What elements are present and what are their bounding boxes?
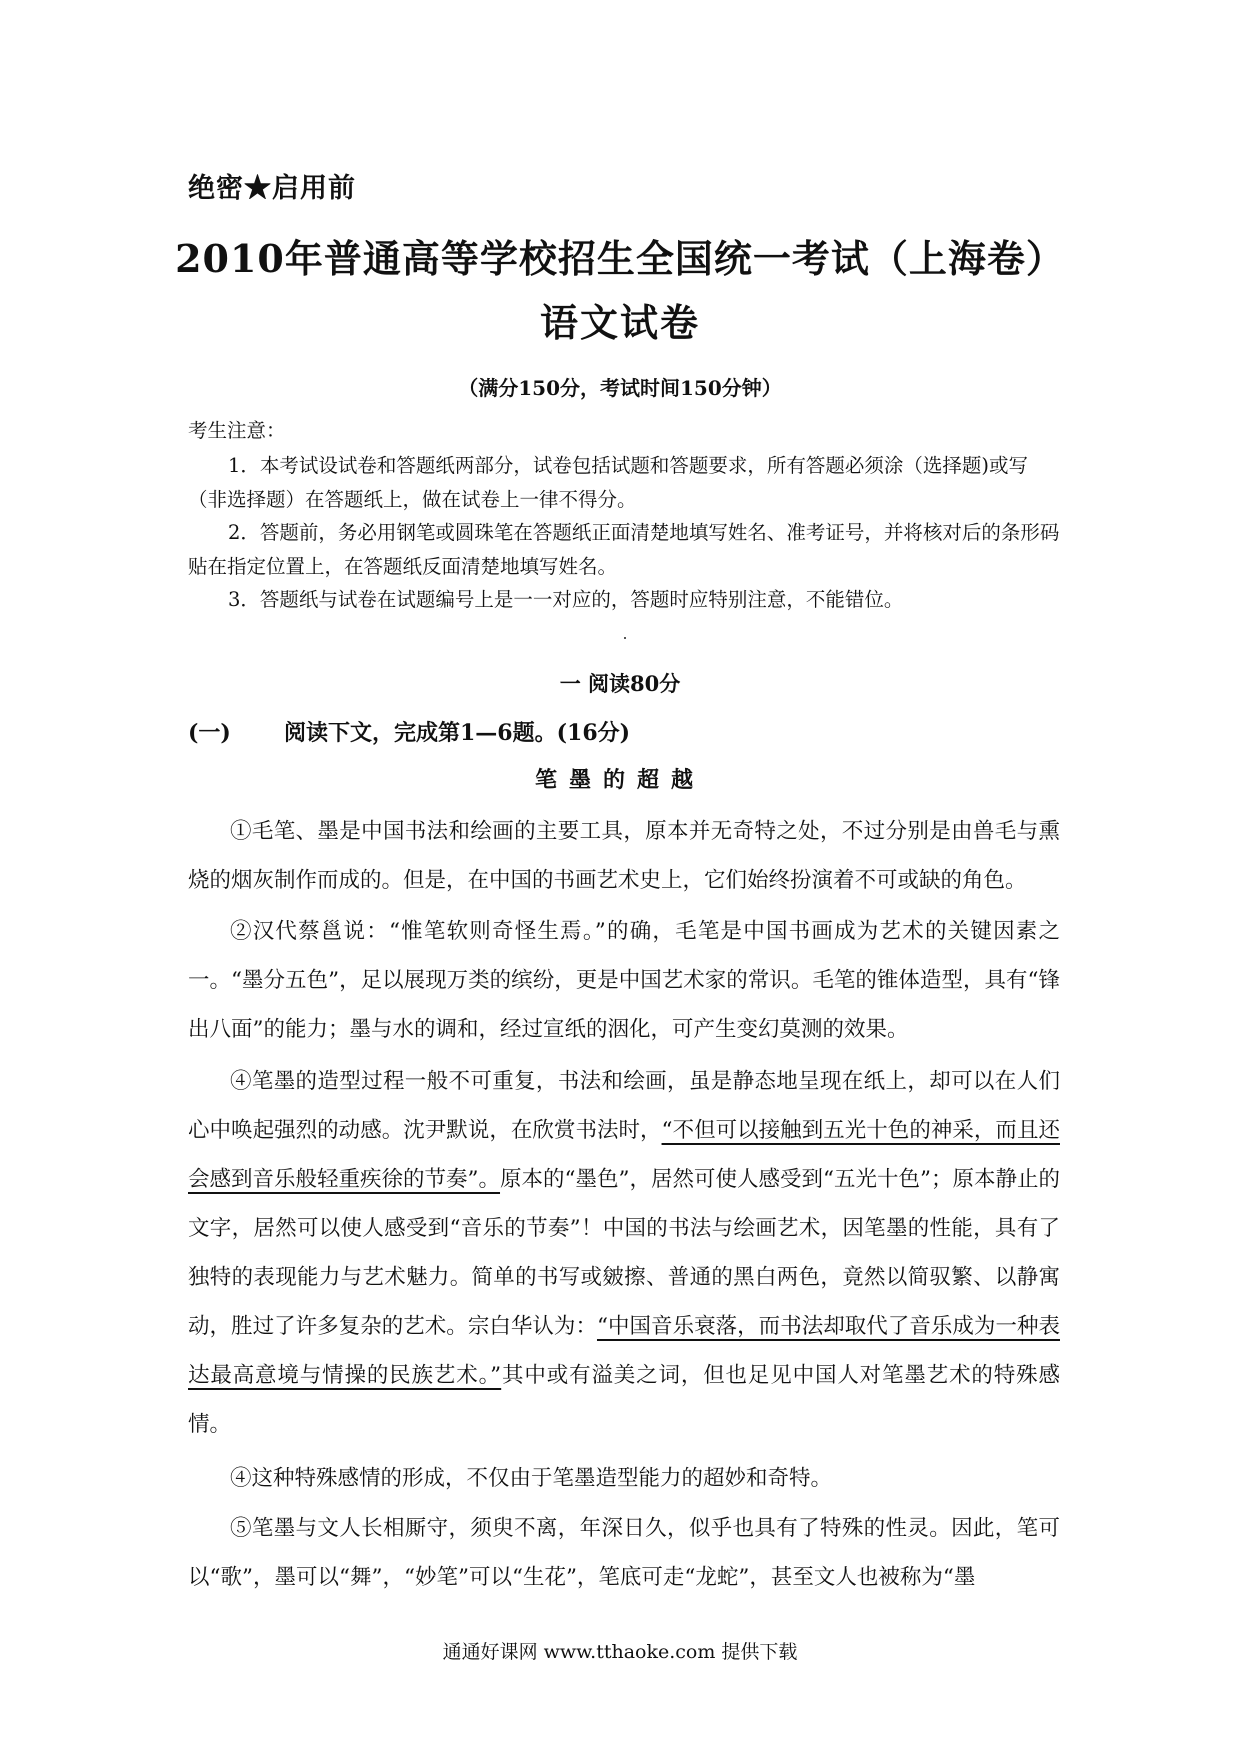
scan-speck [624,637,626,639]
score-time-note: （满分150分，考试时间150分钟） [458,376,782,400]
article-title: 笔墨的超越 [534,767,705,793]
paragraph-3-text-a: ④笔墨的造型过程一般不可重复，书法和绘画，虽是静态地呈现在纸上，却可以在人们心中唤起强烈的动感。沈尹默说，在欣赏书法时， [188,1069,1060,1143]
underlined-quote-zong-baihua: “中国音乐衰落，而书法却取代了音乐成为一种表达最高意境与情操的民族艺术。” [188,1314,1060,1388]
question-heading [188,716,630,747]
underlined-quote-shen-yinmo: “不但可以接触到五光十色的神采，而且还会感到音乐般轻重疾徐的节奏”。 [188,1118,1060,1192]
notice-item-3: 3．答题纸与试卷在试题编号上是一一对应的，答题时应特别注意，不能错位。 [228,588,904,611]
confidential-label: 绝密★启用前 [188,173,356,204]
article-paragraph-2: ②汉代蔡邕说：“惟笔软则奇怪生焉。”的确，毛笔是中国书画成为艺术的关键因素之一。“墨分五色”，足以展现万类的缤纷，更是中国艺术家的常识。毛笔的锥体造型，具有“锋出八面”的能力；墨与水的调和，经过宣纸的洇化，可产生变幻莫测的效果。 [188,919,1060,1042]
paragraph-3-text-b: 原本的“墨色”，居然可使人感受到“五光十色”；原本静止的文字，居然可以使人感受到“音乐的节奏”！中国的书法与绘画艺术，因笔墨的性能，具有了独特的表现能力与艺术魅力。简单的书写或皴擦、普通的黑白两色，竟然以简驭繁、以静寓动，胜过了许多复杂的艺术。宗白华认为： [188,1167,1061,1339]
article-paragraph-3 [188,1057,1060,1449]
article-paragraph-1: ①毛笔、墨是中国书法和绘画的主要工具，原本并无奇特之处，不过分别是由兽毛与熏烧的烟灰制作而成的。但是，在中国的书画艺术史上，它们始终扮演着不可或缺的角色。 [188,819,1060,893]
section-heading: 一 阅读80分 [559,671,681,696]
question-number: (一) [188,720,231,746]
article-paragraph-4: ④这种特殊感情的形成，不仅由于笔墨造型能力的超妙和奇特。 [230,1466,833,1491]
article-paragraph-5: ⑤笔墨与文人长相厮守，须臾不离，年深日久，似乎也具有了特殊的性灵。因此，笔可以“歌”，墨可以“舞”，“妙笔”可以“生花”，笔底可走“龙蛇”，甚至文人也被称为“墨 [188,1516,1060,1590]
footer-download-note: 通通好课网 www.tthaoke.com 提供下载 [442,1641,798,1663]
exam-subject-title: 语文试卷 [539,300,700,345]
notice-item-2: 2．答题前，务必用钢笔或圆珠笔在答题纸正面清楚地填写姓名、准考证号，并将核对后的条形码贴在指定位置上，在答题纸反面清楚地填写姓名。 [188,521,1060,578]
notice-item-1: 1．本考试设试卷和答题纸两部分，试卷包括试题和答题要求，所有答题必须涂（选择题)或写（非选择题）在答题纸上，做在试卷上一律不得分。 [188,454,1029,511]
question-instruction: 阅读下文，完成第1—6题。(16分) [284,720,631,746]
exam-title: 2010年普通高等学校招生全国统一考试（上海卷） [175,236,1065,281]
paragraph-3-text-c: 其中或有溢美之词，但也足见中国人对笔墨艺术的特殊感情。 [188,1363,1060,1437]
notice-heading: 考生注意： [188,419,286,442]
